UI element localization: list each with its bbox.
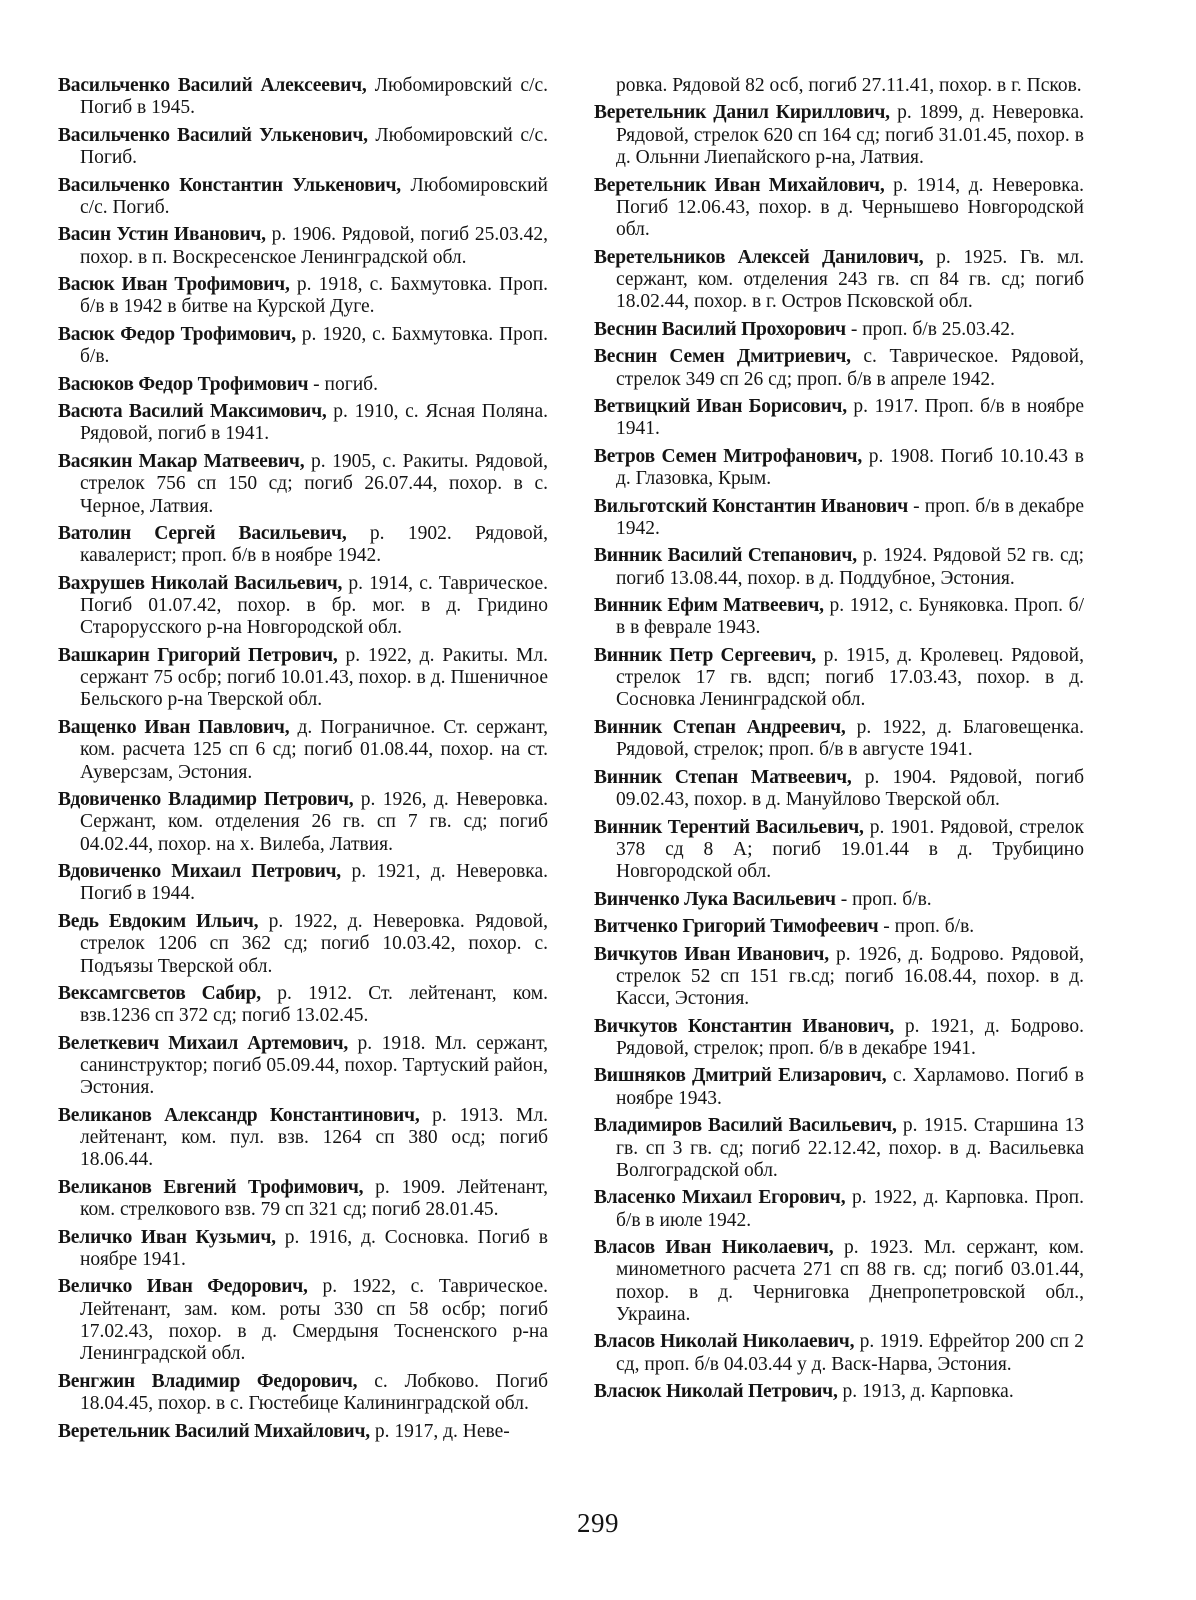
entry-text: р. 1906. Рядовой, погиб 25.03.42, похор. в п. Воскресенское Ленинградской обл. — [80, 224, 548, 268]
entry — [594, 767, 1084, 812]
entry-text: р. 1913. Мл. лейтенант, ком. пул. взв. 1264 сп 380 осд; погиб 18.06.44. — [80, 1104, 548, 1171]
entry-name: Винник Степан Матвеевич, — [594, 766, 852, 788]
entry — [594, 346, 1084, 391]
entry — [58, 125, 548, 170]
entry-text: р. 1908. Погиб 10.10.43 в д. Глазовка, Крым. — [616, 445, 1084, 490]
entry-name: Васюков Федор Трофимович — [58, 373, 309, 395]
entry-text: р. 1905, с. Ракиты. Рядовой, стрелок 756 сп 150 сд; погиб 26.07.44, похор. в с. Черное, Латвия. — [80, 450, 548, 517]
entry-name: Веснин Семен Дмитриевич, — [594, 346, 851, 368]
entry-name: Величко Иван Федорович, — [58, 1276, 308, 1298]
entry — [594, 1237, 1084, 1326]
entry-name: Винченко Лука Васильевич — [594, 888, 836, 910]
entry-name: Винник Петр Сергеевич, — [594, 644, 816, 666]
entry-text: р. 1922, д. Неверовка. Рядовой, стрелок 1206 сп 362 сд; погиб 10.03.42, похор. с. Подъязы Тверской обл. — [80, 910, 548, 977]
entry-text: р. 1901. Рядовой, стрелок 378 сд 8 А; погиб 19.01.44 в д. Трубицино Новгородской обл. — [616, 816, 1084, 883]
entry — [594, 645, 1084, 712]
entry-text: - проп. б/в. — [878, 916, 975, 938]
entry — [58, 1177, 548, 1222]
entry-name: Власюк Николай Петрович, — [594, 1381, 838, 1403]
entry-text: р. 1915. Старшина 13 гв. сп 3 гв. сд; погиб 22.12.42, похор. в д. Васильевка Волгоградской обл. — [616, 1115, 1084, 1181]
entry — [594, 1065, 1084, 1110]
entry-name: Винник Терентий Васильевич, — [594, 816, 864, 838]
entry-name: Власенко Михаил Егорович, — [594, 1187, 846, 1209]
entry-text: р. 1921, д. Бодрово. Рядовой, стрелок; проп. б/в в декабре 1941. — [616, 1015, 1084, 1059]
entry — [58, 224, 548, 269]
entry — [594, 1187, 1084, 1232]
entry — [58, 1227, 548, 1272]
entry — [594, 247, 1084, 314]
entry — [594, 396, 1084, 441]
entry-name: Веретельник Василий Михайлович, — [58, 1420, 370, 1442]
entry-text: р. 1915, д. Кролевец. Рядовой, стрелок 17 гв. вдсп; погиб 17.03.43, похор. в д. Сосновка Ленинградской обл. — [616, 644, 1084, 711]
entry-text: Любомировский с/с. Погиб в 1945. — [80, 75, 548, 119]
entry — [58, 324, 548, 369]
entry-name: Васюк Федор Трофимович, — [58, 323, 296, 345]
entry-name: Вичкутов Иван Иванович, — [594, 943, 829, 965]
entry-name: Васякин Макар Матвеевич, — [58, 450, 305, 472]
entry-text: р. 1910, с. Ясная Поляна. Рядовой, погиб в 1941. — [80, 401, 548, 445]
entry-text: д. Пограничное. Ст. сержант, ком. расчета 125 сп 6 сд; погиб 01.08.44, похор. на ст. Ауверсзам, Эстония. — [80, 716, 548, 783]
entry-text: р. 1913, д. Карповка. — [837, 1381, 1014, 1403]
entry — [58, 573, 548, 640]
entry-name: Венгжин Владимир Федорович, — [58, 1370, 358, 1392]
entry — [594, 1016, 1084, 1061]
entry — [594, 916, 1084, 938]
entry-text: р. 1899, д. Неверовка. Рядовой, стрелок 620 сп 164 сд; погиб 31.01.45, похор. в д. Ольнни Лиепайского р-на, Латвия. — [616, 102, 1084, 169]
entry — [594, 175, 1084, 242]
entry — [594, 446, 1084, 491]
entry-text: р. 1917. Проп. б/в в ноябре 1941. — [616, 395, 1084, 440]
entry-text: Любомировский с/с. Погиб. — [80, 174, 548, 218]
entry-name: Вахрушев Николай Васильевич, — [58, 572, 343, 594]
entry — [58, 983, 548, 1028]
entry-text: с. Таврическое. Рядовой, стрелок 349 сп 26 сд; проп. б/в в апреле 1942. — [616, 346, 1084, 390]
entry — [594, 75, 1084, 97]
entry-name: Ващенко Иван Павлович, — [58, 716, 290, 738]
entry-text: - проп. б/в в декабре 1942. — [616, 495, 1084, 539]
entry-text: - погиб. — [308, 373, 378, 395]
page-number: 299 — [577, 1508, 619, 1538]
entry-name: Вичкутов Константин Иванович, — [594, 1015, 895, 1037]
entry-name: Веретельник Данил Кириллович, — [594, 102, 890, 124]
entry-name: Вильготский Константин Иванович — [594, 495, 909, 517]
entry-name: Вдовиченко Владимир Петрович, — [58, 789, 354, 811]
entry — [594, 595, 1084, 640]
entry — [594, 717, 1084, 762]
entry-name: Витченко Григорий Тимофеевич — [594, 916, 879, 938]
entry-text: р. 1904. Рядовой, погиб 09.02.43, похор. в д. Мануйлово Тверской обл. — [616, 766, 1084, 811]
entry-text: р. 1922, д. Карповка. Проп. б/в в июле 1942. — [616, 1187, 1084, 1231]
entry-text: р. 1912, с. Буняковка. Проп. б/в в феврале 1943. — [616, 595, 1084, 639]
entry-text: р. 1923. Мл. сержант, ком. минометного расчета 271 сп 88 гв. сд; погиб 03.01.44, похор. в д. Черниговка Днепропетровской обл., Украина. — [616, 1237, 1084, 1325]
entry-name: Васин Устин Иванович, — [58, 224, 266, 246]
left-column — [58, 75, 548, 1448]
entry — [58, 274, 548, 319]
entry — [58, 1371, 548, 1416]
entry-name: Власов Иван Николаевич, — [594, 1237, 834, 1259]
entry-text: р. 1919. Ефрейтор 200 сп 2 сд, проп. б/в 04.03.44 у д. Васк-Нарва, Эстония. — [616, 1331, 1084, 1375]
entry-name: Ветвицкий Иван Борисович, — [594, 395, 847, 417]
entry-text: с. Харламово. Погиб в ноябре 1943. — [616, 1065, 1084, 1109]
entry-name: Винник Ефим Матвеевич, — [594, 595, 824, 617]
entry-text: р. 1922, с. Таврическое. Лейтенант, зам. ком. роты 330 сп 58 осбр; погиб 17.02.43, похор. в д. Смердыня Тосненского р-на Ленинградской обл. — [80, 1276, 548, 1365]
entry-name: Вишняков Дмитрий Елизарович, — [594, 1065, 887, 1087]
entry — [594, 889, 1084, 911]
entry — [58, 451, 548, 518]
entry-text: р. 1922, д. Ракиты. Мл. сержант 75 осбр; погиб 10.01.43, похор. в д. Пшеничное Бельского р-на Тверской обл. — [80, 644, 548, 711]
entry — [594, 102, 1084, 169]
entry-text: р. 1921, д. Неверовка. Погиб в 1944. — [80, 861, 548, 905]
entry — [58, 523, 548, 568]
entry-text: р. 1902. Рядовой, кавалерист; проп. б/в в ноябре 1942. — [80, 523, 548, 567]
entry-name: Ведь Евдоким Ильич, — [58, 910, 259, 932]
entry-text: - проп. б/в 25.03.42. — [845, 318, 1015, 340]
entry-text: р. 1914, с. Таврическое. Погиб 01.07.42, похор. в бр. мог. в д. Гридино Старорусского р-на Новгородской обл. — [80, 572, 548, 639]
entry-text: р. 1918, с. Бахмутовка. Проп. б/в в 1942 в битве на Курской Дуге. — [80, 274, 548, 318]
entry-text: - проп. б/в. — [835, 888, 932, 910]
entry-name: Власов Николай Николаевич, — [594, 1331, 855, 1353]
entry — [594, 1331, 1084, 1376]
entry — [58, 645, 548, 712]
entry — [594, 496, 1084, 541]
entry-text: ровка. Рядовой 82 осб, погиб 27.11.41, похор. в г. Псков. — [616, 75, 1082, 96]
entry-name: Васильченко Константин Улькенович, — [58, 174, 401, 196]
entry — [594, 944, 1084, 1011]
entry-name: Васильченко Василий Алексеевич, — [58, 75, 367, 96]
entry — [58, 1421, 548, 1443]
entry — [594, 545, 1084, 590]
entry-name: Вашкарин Григорий Петрович, — [58, 644, 338, 666]
entry — [58, 911, 548, 978]
entry-text: р. 1914, д. Неверовка. Погиб 12.06.43, похор. в д. Чернышево Новгородской обл. — [616, 174, 1084, 241]
entry-name: Великанов Александр Константинович, — [58, 1104, 420, 1126]
entry-name: Велеткевич Михаил Артемович, — [58, 1032, 349, 1054]
entry — [58, 1033, 548, 1100]
entry-name: Вдовиченко Михаил Петрович, — [58, 861, 341, 883]
entry-text: с. Лобково. Погиб 18.04.45, похор. в с. Гюстебице Калининградской обл. — [80, 1370, 548, 1415]
entry — [58, 861, 548, 906]
entry-name: Веретельник Иван Михайлович, — [594, 174, 885, 196]
entry — [58, 1276, 548, 1365]
entry — [58, 175, 548, 220]
entry-name: Винник Василий Степанович, — [594, 545, 857, 567]
entry — [58, 75, 548, 120]
entry-text: р. 1912. Ст. лейтенант, ком. взв.1236 сп 372 сд; погиб 13.02.45. — [80, 982, 548, 1027]
entry-text: Любомировский с/с. Погиб. — [80, 124, 548, 169]
entry-name: Винник Степан Андреевич, — [594, 716, 846, 738]
entry-name: Ватолин Сергей Васильевич, — [58, 523, 347, 545]
entry — [58, 717, 548, 784]
entry-text: р. 1926, д. Неверовка. Сержант, ком. отделения 26 гв. сп 7 гв. сд; погиб 04.02.44, похор. на х. Вилеба, Латвия. — [80, 789, 548, 855]
entry-text: р. 1918. Мл. сержант, санинструктор; погиб 05.09.44, похор. Тартуский район, Эстония. — [80, 1032, 548, 1099]
entry-name: Веретельников Алексей Данилович, — [594, 246, 924, 268]
entry-name: Васюта Василий Максимович, — [58, 401, 327, 423]
entry-name: Вексамгсветов Сабир, — [58, 982, 261, 1004]
entry-name: Ветров Семен Митрофанович, — [594, 445, 863, 467]
entry-text: р. 1922, д. Благовещенка. Рядовой, стрелок; проп. б/в в августе 1941. — [616, 716, 1084, 761]
entry-name: Великанов Евгений Трофимович, — [58, 1176, 364, 1198]
entry — [58, 374, 548, 396]
entry-text: р. 1924. Рядовой 52 гв. сд; погиб 13.08.44, похор. в д. Поддубное, Эстония. — [616, 545, 1084, 589]
entry — [594, 1381, 1084, 1403]
entry — [58, 789, 548, 856]
entry-name: Веснин Василий Прохорович — [594, 318, 846, 340]
entry-text: р. 1917, д. Неве- — [369, 1420, 510, 1442]
entry — [594, 319, 1084, 341]
entry-text: р. 1920, с. Бахмутовка. Проп. б/в. — [80, 323, 548, 368]
entry — [594, 1115, 1084, 1182]
entry-text: р. 1909. Лейтенант, ком. стрелкового взв. 79 сп 321 сд; погиб 28.01.45. — [80, 1176, 548, 1221]
right-column — [594, 75, 1084, 1409]
entry-text: р. 1926, д. Бодрово. Рядовой, стрелок 52 сп 151 гв.сд; погиб 16.08.44, похор. в д. Касси, Эстония. — [616, 943, 1084, 1010]
entry-name: Владимиров Василий Васильевич, — [594, 1115, 897, 1137]
entry — [594, 817, 1084, 884]
entry-text: р. 1925. Гв. мл. сержант, ком. отделения 243 гв. сп 84 гв. сд; погиб 18.02.44, похор. в г. Остров Псковской обл. — [616, 246, 1084, 313]
entry-text: р. 1916, д. Сосновка. Погиб в ноябре 1941. — [80, 1226, 548, 1270]
entry-name: Васюк Иван Трофимович, — [58, 274, 290, 296]
entry-name: Васильченко Василий Улькенович, — [58, 124, 368, 146]
entry-name: Величко Иван Кузьмич, — [58, 1226, 276, 1248]
entry — [58, 1105, 548, 1172]
entry — [58, 401, 548, 446]
